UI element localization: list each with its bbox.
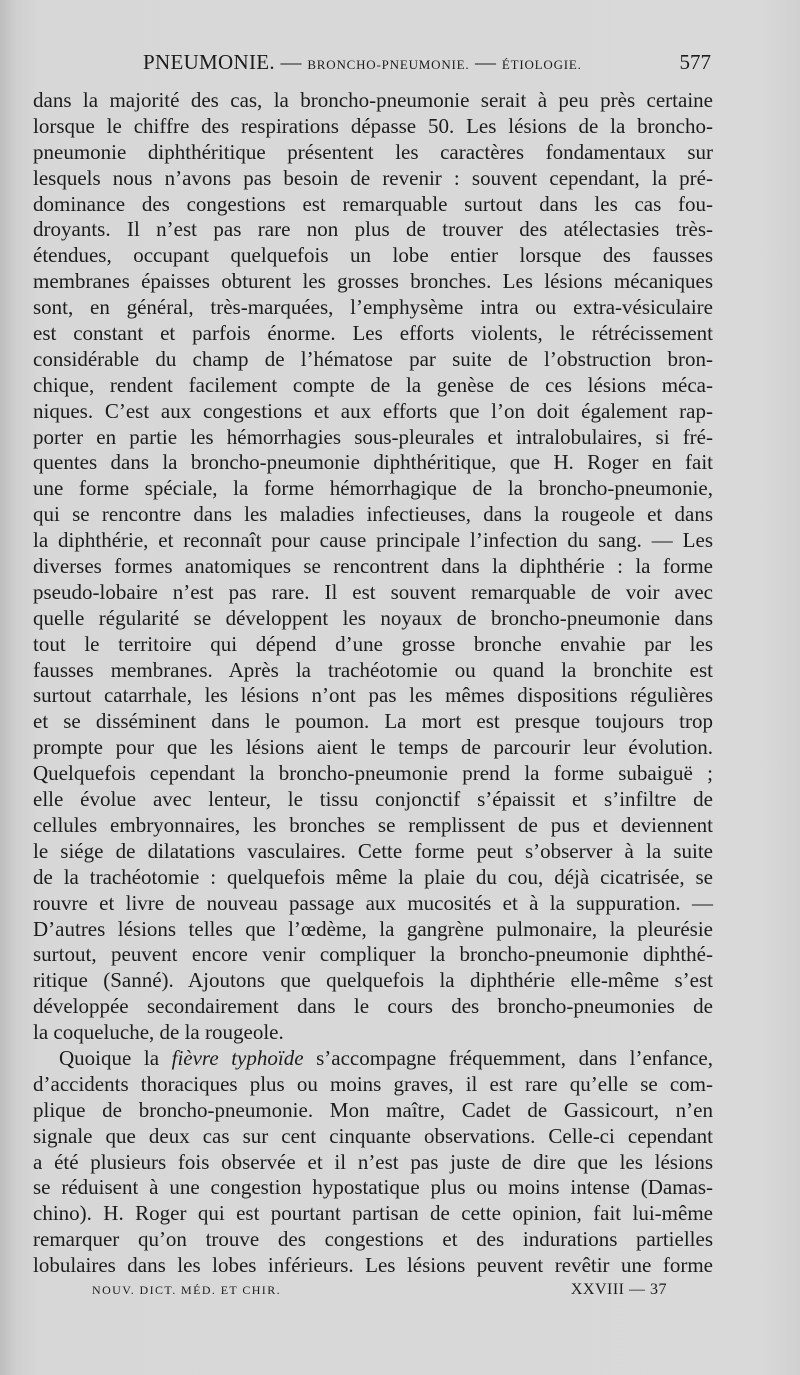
text-line: la diphthérie, et reconnaît pour cause principale l’infection du sang. — Les <box>33 528 713 553</box>
text-line: lesquels nous n’avons pas besoin de revenir : souvent cependant, la pré- <box>33 165 713 190</box>
text-run: s’accompagne fréquemment, dans l’enfance, <box>303 1045 713 1070</box>
footer-signature: NOUV. DICT. MÉD. ET CHIR. <box>92 1283 282 1297</box>
text-line: D’autres lésions telles que l’œdème, la gangrène pulmonaire, la pleurésie <box>33 916 713 941</box>
text-line: plique de broncho-pneumonie. Mon maître, Cadet de Gassicourt, n’en <box>33 1097 713 1122</box>
text-line: cellules embryonnaires, les bronches se remplissent de pus et deviennent <box>33 812 713 837</box>
running-title-section: ÉTIOLOGIE. <box>501 57 582 72</box>
emphasis-term: fièvre typhoïde <box>171 1045 304 1070</box>
text-line: pseudo-lobaire n’est pas rare. Il est souvent remarquable de voir avec <box>33 579 713 604</box>
text-line: ritique (Sanné). Ajoutons que quelquefois la diphthérie elle-même s’est <box>33 968 713 993</box>
text-line: est constant et parfois énorme. Les efforts violents, le rétrécissement <box>33 321 713 346</box>
text-line: elle évolue avec lenteur, le tissu conjonctif s’épaissit et s’infiltre de <box>33 787 713 812</box>
text-line: dominance des congestions est remarquable surtout dans les cas fou- <box>33 191 713 216</box>
paragraph-diphtheria <box>33 88 713 1046</box>
text-line: lorsque le chiffre des respirations dépasse 50. Les lésions de la broncho- <box>33 113 713 138</box>
text-line: se réduisent à une congestion hypostatique plus ou moins intense (Damas- <box>33 1175 713 1200</box>
page-footer <box>92 1281 667 1303</box>
text-line: le siége de dilatations vasculaires. Cette forme peut s’observer à la suite <box>33 838 713 863</box>
page-number: 577 <box>679 50 711 74</box>
text-line: quentes dans la broncho-pneumonie diphthéritique, que H. Roger en fait <box>33 450 713 475</box>
running-title-separator: — <box>469 50 502 74</box>
text-line: droyants. Il n’est pas rare non plus de trouver des atélectasies très- <box>33 217 713 242</box>
text-line: chino). H. Roger qui est pourtant partisan de cette opinion, fait lui-même <box>33 1201 713 1226</box>
text-line: pneumonie diphthéritique présentent les caractères fondamentaux sur <box>33 139 713 164</box>
text-line: qui se rencontre dans les maladies infectieuses, dans la rougeole et dans <box>33 502 713 527</box>
text-line: considérable du champ de l’hématose par suite de l’obstruction bron- <box>33 346 713 371</box>
running-title <box>143 50 582 75</box>
text-line: fausses membranes. Après la trachéotomie ou quand la bronchite est <box>33 657 713 682</box>
text-line: et se disséminent dans le poumon. La mort est presque toujours trop <box>33 709 713 734</box>
text-line <box>33 1046 713 1072</box>
text-line: prompte pour que les lésions aient le temps de parcourir leur évolution. <box>33 735 713 760</box>
text-line: surtout catarrhale, les lésions n’ont pas les mêmes dispositions régulières <box>33 683 713 708</box>
text-line: de la trachéotomie : quelquefois même la plaie du cou, déjà cicatrisée, se <box>33 864 713 889</box>
text-line: surtout, peuvent encore venir compliquer la broncho-pneumonie diphthé- <box>33 942 713 967</box>
text-line: rouvre et livre de nouveau passage aux mucosités et à la suppuration. — <box>33 890 713 915</box>
text-line: diverses formes anatomiques se rencontrent dans la diphthérie : la forme <box>33 554 713 579</box>
running-header <box>143 50 711 78</box>
running-title-main: PNEUMONIE. <box>143 50 275 74</box>
text-line: remarquer qu’on trouve des congestions et des indurations partielles <box>33 1227 713 1252</box>
running-title-subject: BRONCHO-PNEUMONIE. <box>307 57 470 72</box>
text-line: développée secondairement dans le cours des broncho-pneumonies de <box>33 994 713 1019</box>
body-text <box>33 88 713 1279</box>
text-line: lobulaires dans les lobes inférieurs. Les lésions peuvent revêtir une forme <box>33 1253 713 1278</box>
text-line: membranes épaisses obturent les grosses bronches. Les lésions mécaniques <box>33 269 713 294</box>
text-line: tout le territoire qui dépend d’une grosse bronche envahie par les <box>33 631 713 656</box>
text-line: étendues, occupant quelquefois un lobe entier lorsque des fausses <box>33 243 713 268</box>
text-line: porter en partie les hémorrhagies sous-pleurales et intralobulaires, si fré- <box>33 424 713 449</box>
text-line: niques. C’est aux congestions et aux efforts que l’on doit également rap- <box>33 398 713 423</box>
text-line: chique, rendent facilement compte de la genèse de ces lésions méca- <box>33 372 713 397</box>
text-line: dans la majorité des cas, la broncho-pneumonie serait à peu près certaine <box>33 88 713 112</box>
text-line: Quelquefois cependant la broncho-pneumonie prend la forme subaiguë ; <box>33 761 713 786</box>
text-run: Quoique la <box>59 1045 172 1070</box>
text-line: signale que deux cas sur cent cinquante observations. Celle-ci cependant <box>33 1123 713 1148</box>
running-title-separator: — <box>274 50 308 74</box>
text-line: a été plusieurs fois observée et il n’est pas juste de dire que les lésions <box>33 1149 713 1174</box>
text-line: sont, en général, très-marquées, l’emphysème intra ou extra-vésiculaire <box>33 295 713 320</box>
paragraph-typhoid-fever <box>33 1046 713 1279</box>
text-line: quelle régularité se développent les noyaux de broncho-pneumonie dans <box>33 605 713 630</box>
text-line: une forme spéciale, la forme hémorrhagique de la broncho-pneumonie, <box>33 476 713 501</box>
text-line: d’accidents thoraciques plus ou moins graves, il est rare qu’elle se com- <box>33 1071 713 1096</box>
footer-volume-mark: XXVIII — 37 <box>570 1281 667 1298</box>
text-line: la coqueluche, de la rougeole. <box>33 1020 284 1045</box>
